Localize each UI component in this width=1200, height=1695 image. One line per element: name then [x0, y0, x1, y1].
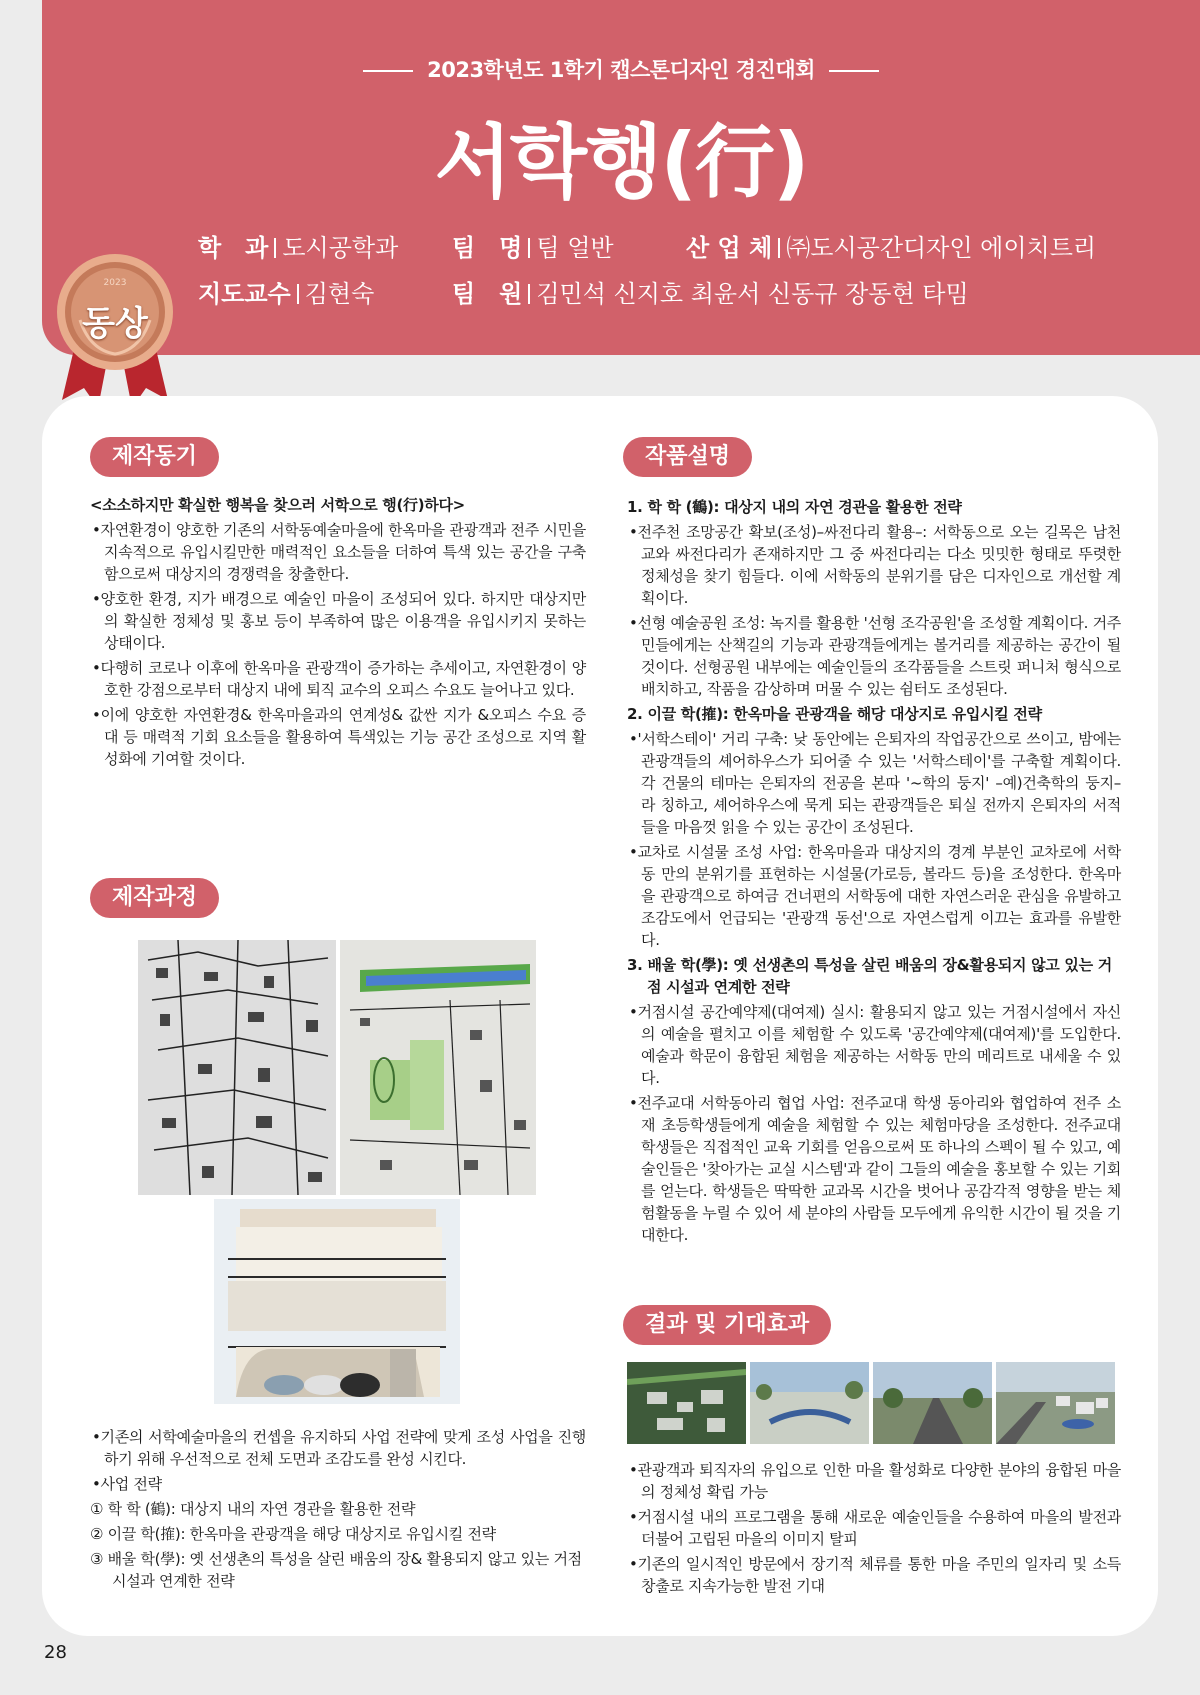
page-title: 서학행(行): [434, 116, 808, 209]
aerial-map-image: [627, 1362, 746, 1444]
motivation-bullet: •다행히 코로나 이후에 한옥마을 관광객이 증가하는 추세이고, 자연환경이 양호한 강점으로부터 대상지 내에 퇴직 교수의 오피스 수요도 늘어나고 있다.: [92, 659, 586, 699]
subtitle-line-right: [829, 70, 879, 72]
info-team-name: [452, 228, 614, 263]
village-rendering-image: [996, 1362, 1115, 1444]
process-body: [90, 1423, 586, 1595]
process-bullet: •사업 전략: [92, 1475, 162, 1493]
info-industry: [686, 228, 1096, 263]
street-rendering-image: [873, 1362, 992, 1444]
description-bullet: •전주교대 서학동아리 협업 사업: 전주교대 학생 동아리와 협업하여 전주 소재 초등학생들에게 예술을 체험할 수 있는 체험마당을 조성한다. 전주교대 학생들은 직접적인 교육 기회를 얻음으로써 또 하나의 스펙이 될 수 있고, 예술인들은 '찾아가는 교실 시스템'과 같이 그들의 예술을 홍보할 수 있는 기회를 얻는다. 학생들은 딱딱한 교과목 시간을 벗어나 공감각적 영향을 받는 체험활동을 누릴 수 있어 세 분야의 사람들 모두에게 유익한 시간이 될 것을 기대한다.: [629, 1094, 1121, 1244]
results-bullet: •기존의 일시적인 방문에서 장기적 체류를 통한 마을 주민의 일자리 및 소득창출로 지속가능한 발전 기대: [629, 1555, 1121, 1595]
dept-label: 학 과: [198, 234, 269, 262]
medal-label: 동상: [82, 304, 148, 344]
header-banner: [42, 0, 1200, 355]
results-bullet: •관광객과 퇴직자의 유입으로 인한 마을 활성화로 다양한 분야의 융합된 마을의 정체성 확립 가능: [629, 1461, 1121, 1501]
strategy-heading: 3. 배울 학(學): 옛 선생촌의 특성을 살린 배움의 장&활용되지 않고 있는 거점 시설과 연계한 전략: [627, 956, 1112, 996]
description-bullet: •교차로 시설물 조성 사업: 한옥마을과 대상지의 경계 부분인 교차로에 서학동 만의 분위기를 표현하는 시설물(가로등, 볼라드 등)을 조성한다. 한옥마을 관광객으로 하여금 건너편의 서학동에 대한 자연스러운 관심을 유발하고 조감도에서 언급되는 '관광객 동선'으로 자연스럽게 이끄는 효과를 유발한다.: [629, 843, 1121, 949]
description-body: [627, 494, 1121, 1249]
advisor-value: 김현숙: [304, 280, 375, 308]
members-value: 김민석 신지호 최윤서 신동규 장동현 타밈: [536, 280, 969, 308]
info-dept: [198, 228, 398, 263]
section-pill-motivation: 제작동기: [90, 437, 219, 477]
strategy-heading: 2. 이끌 학(搉): 한옥마을 관광객을 해당 대상지로 유입시킬 전략: [627, 705, 1042, 723]
competition-subtitle: [42, 54, 1200, 84]
strategy-item: ② 이끌 학(搉): 한옥마을 관광객을 해당 대상지로 유입시킬 전략: [90, 1525, 496, 1543]
description-bullet: •'서학스테이' 거리 구축: 낮 동안에는 은퇴자의 작업공간으로 쓰이고, 밤에는 관광객들의 셰어하우스가 되어줄 수 있는 '서학스테이'를 구축할 계획이다. 각 건물의 테마는 은퇴자의 전공을 본따 '~학의 둥지' –예)건축학의 둥지– 라 칭하고, 셰어하우스에 묵게 되는 관광객들은 퇴실 전까지 은퇴자의 서적들을 마음껏 읽을 수 있는 공간이 조성된다.: [629, 730, 1121, 836]
team-name-value: 팀 얼반: [536, 234, 614, 262]
motivation-bullet: •자연환경이 양호한 기존의 서학동예술마을에 한옥마을 관광객과 전주 시민을 지속적으로 유입시킬만한 매력적인 요소들을 더하여 특색 있는 공간을 구축함으로써 대상지의 경쟁력을 창출한다.: [92, 521, 586, 583]
subtitle-line-left: [363, 70, 413, 72]
motivation-head: <소소하지만 확실한 행복을 찾으러 서학으로 행(行)하다>: [90, 496, 465, 514]
colored-site-plan-image: [340, 940, 536, 1195]
results-bullet: •거점시설 내의 프로그램을 통해 새로운 예술인들을 수용하여 마을의 발전과 더불어 고립된 마을의 이미지 탈피: [629, 1508, 1121, 1548]
motivation-bullet: •양호한 환경, 지가 배경으로 예술인 마을이 조성되어 있다. 하지만 대상지만의 확실한 정체성 및 홍보 등이 부족하여 많은 이용객을 유입시키지 못하는 상태이다.: [92, 590, 586, 652]
strategy-item: ③ 배울 학(學): 옛 선생촌의 특성을 살린 배움의 장& 활용되지 않고 있는 거점 시설과 연계한 전략: [90, 1550, 582, 1590]
motivation-body: [90, 494, 586, 773]
info-members: [452, 274, 969, 309]
site-plan-image: [138, 940, 336, 1195]
advisor-label: 지도교수: [198, 280, 291, 308]
team-name-label: 팀 명: [452, 234, 523, 262]
members-label: 팀 원: [452, 280, 523, 308]
dept-value: 도시공학과: [282, 234, 399, 262]
description-bullet: •전주천 조망공간 확보(조성)–싸전다리 활용–: 서학동으로 오는 길목은 남천교와 싸전다리가 존재하지만 그 중 싸전다리는 다소 밋밋한 형태로 뚜렷한 정체성을 찾기 힘들다. 이에 서학동의 분위기를 담은 디자인으로 개선할 계획이다.: [629, 523, 1121, 607]
industry-label: 산 업 체: [686, 234, 773, 262]
results-body: [627, 1456, 1121, 1600]
motivation-bullet: •이에 양호한 자연환경& 한옥마을과의 연계성& 값싼 지가 &오피스 수요 증대 등 매력적 기회 요소들을 활용하여 특색있는 기능 공간 조성으로 지역 활성화에 기여할 것이다.: [92, 706, 586, 768]
industry-value: ㈜도시공간디자인 에이치트리: [786, 234, 1097, 262]
strategy-heading: 1. 학 학 (鶴): 대상지 내의 자연 경관을 활용한 전략: [627, 498, 962, 516]
section-pill-process: 제작과정: [90, 878, 219, 918]
building-rendering-image: [214, 1199, 460, 1404]
process-bullet: •기존의 서학예술마을의 컨셉을 유지하되 사업 전략에 맞게 조성 사업을 진행하기 위해 우선적으로 전체 도면과 조감도를 완성 시킨다.: [92, 1428, 586, 1468]
page-number: 28: [44, 1642, 67, 1663]
bronze-medal-icon: [50, 250, 180, 415]
section-pill-results: 결과 및 기대효과: [623, 1305, 831, 1345]
park-rendering-image: [750, 1362, 869, 1444]
description-bullet: •거점시설 공간예약제(대여제) 실시: 활용되지 않고 있는 거점시설에서 자신의 예술을 펼치고 이를 체험할 수 있도록 '공간예약제(대여제)'를 도입한다. 예술과 학문이 융합된 체험을 제공하는 서학동 만의 메리트로 내세울 수 있다.: [629, 1003, 1121, 1087]
strategy-item: ① 학 학 (鶴): 대상지 내의 자연 경관을 활용한 전략: [90, 1500, 416, 1518]
description-bullet: •선형 예술공원 조성: 녹지를 활용한 '선형 조각공원'을 조성할 계획이다. 거주민들에게는 산책길의 기능과 관광객들에게는 볼거리를 제공하는 공간이 될 것이다. 선형공원 내부에는 예술인들의 조각품들을 스트릿 퍼니처 형식으로 배치하고, 작품을 감상하며 머물 수 있는 쉼터도 조성된다.: [629, 614, 1121, 698]
info-advisor: [198, 274, 374, 309]
svg-text:2023: 2023: [103, 278, 127, 288]
section-pill-description: 작품설명: [623, 437, 752, 477]
subtitle-text: 2023학년도 1학기 캡스톤디자인 경진대회: [427, 58, 815, 82]
